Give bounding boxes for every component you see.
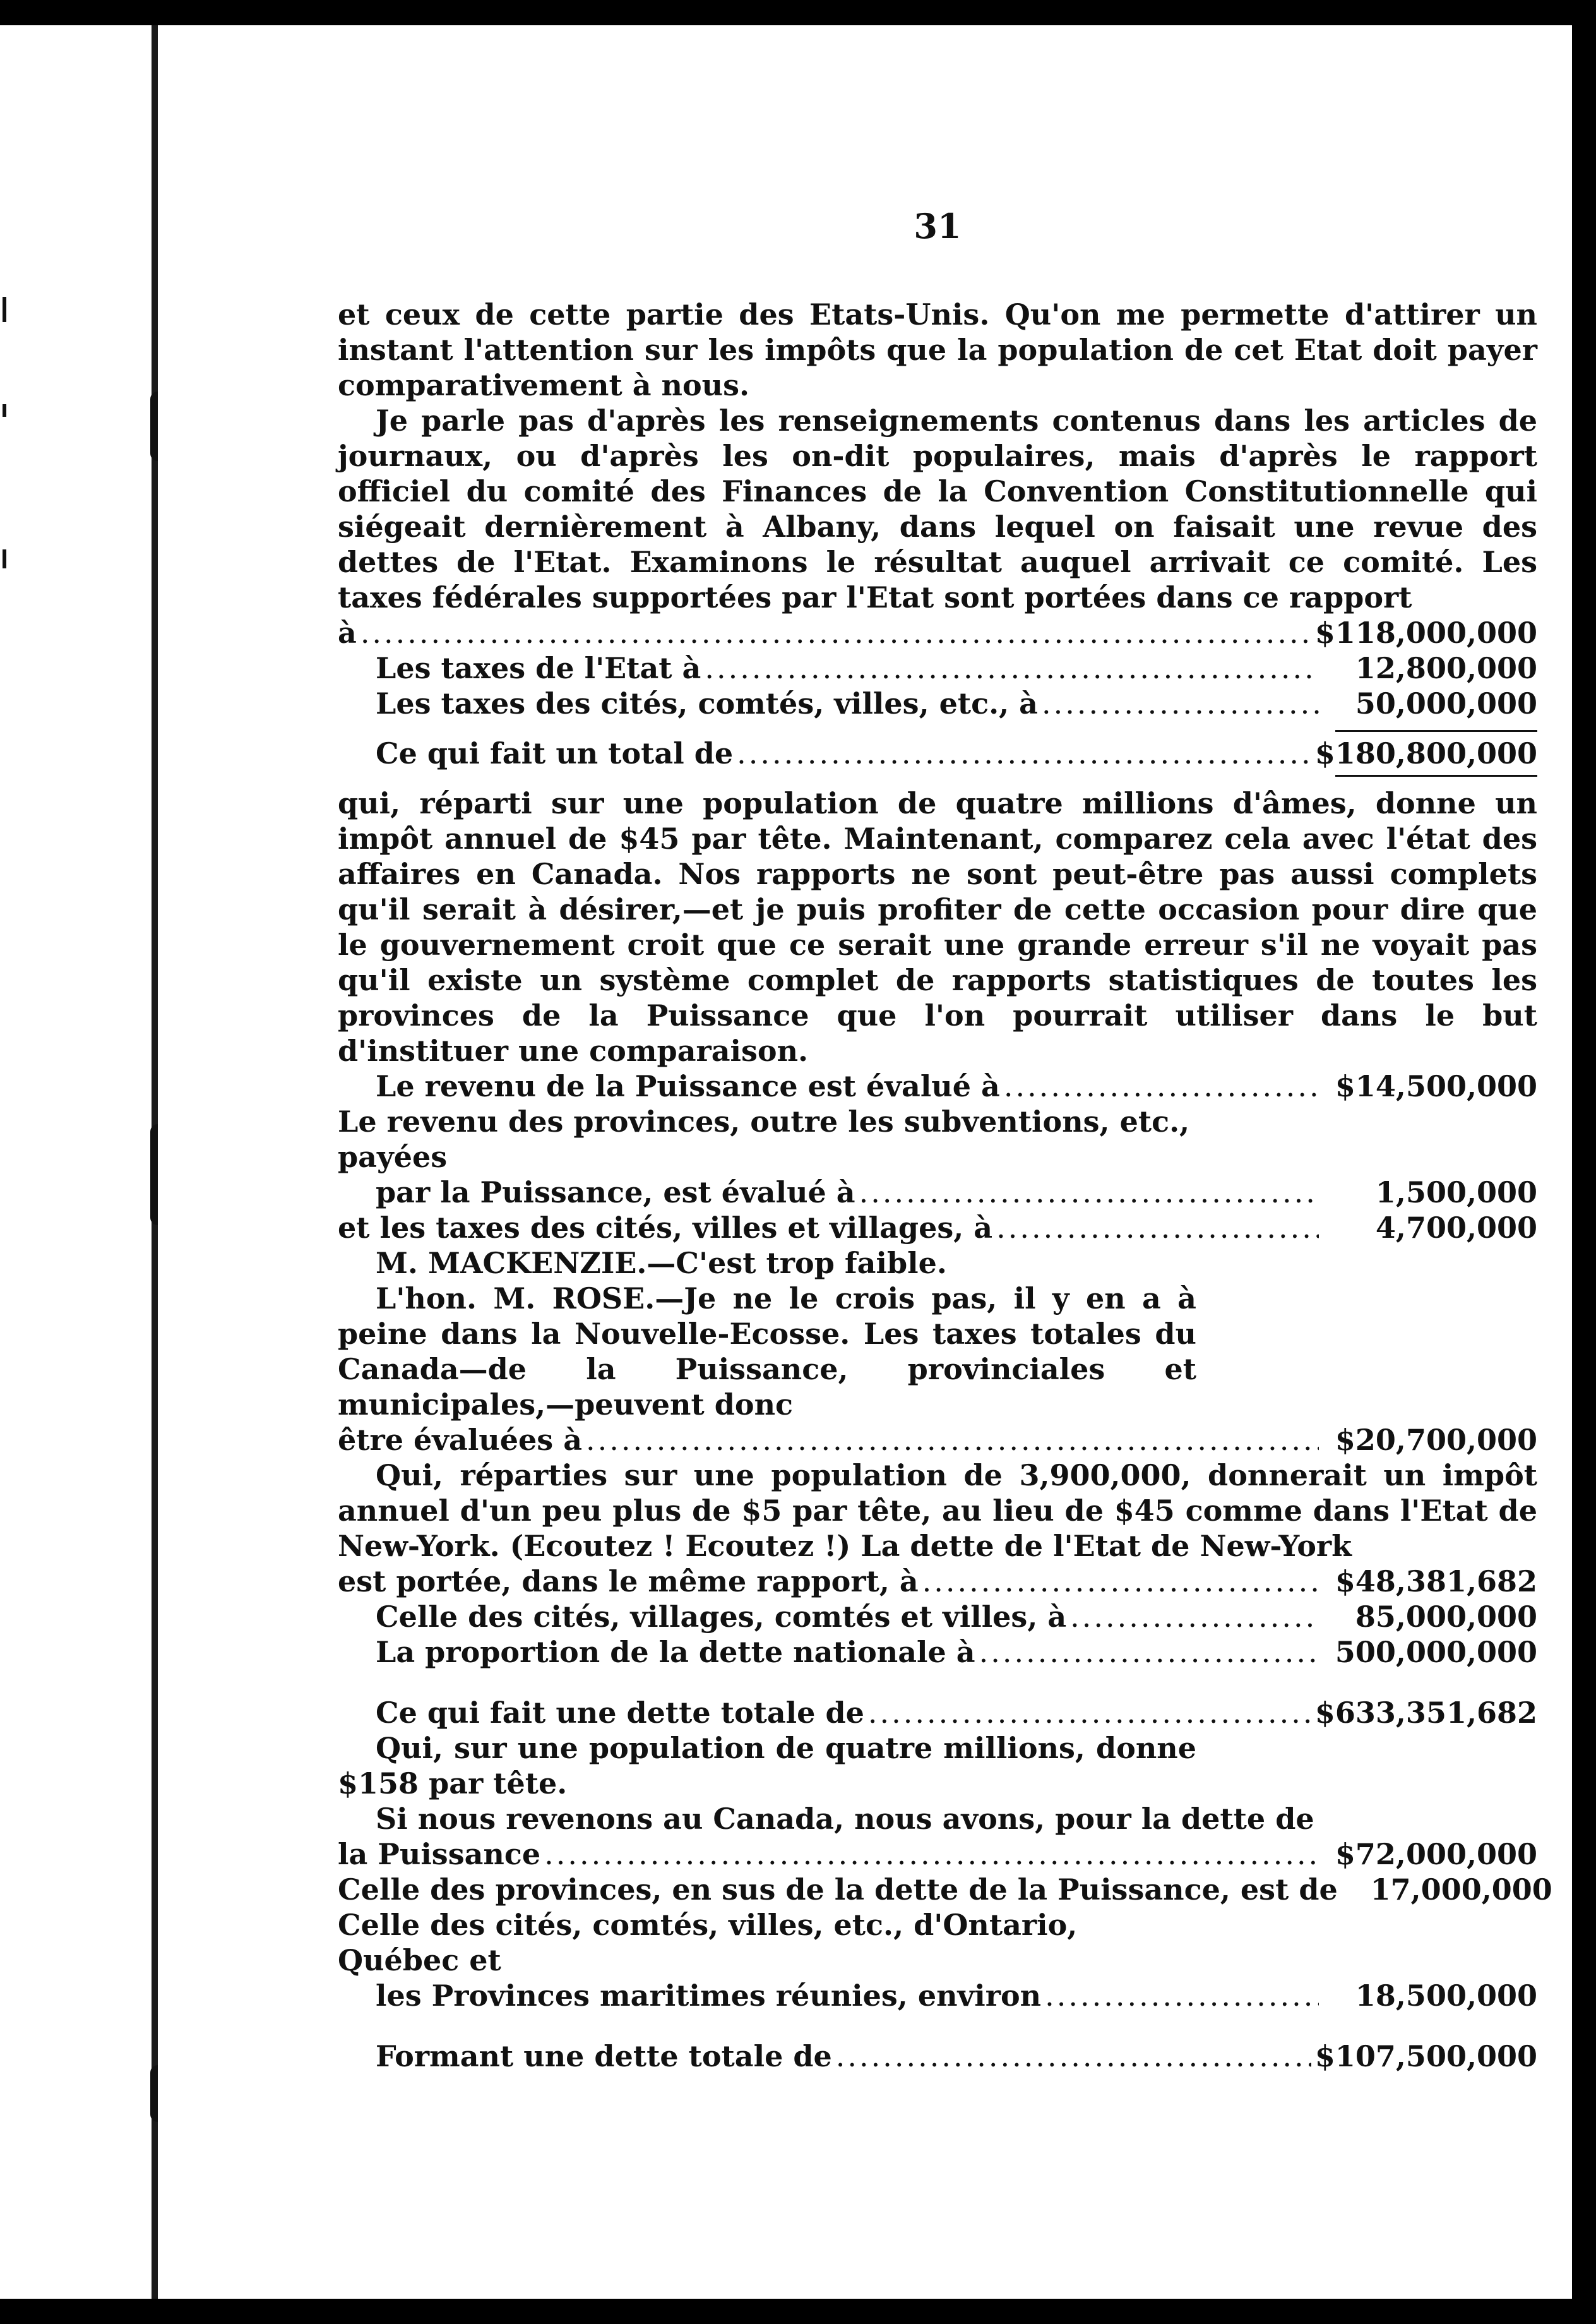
entry-line: Celle des cités, comtés, villes, etc., d'Ontario, Québec et [338,1908,1078,1977]
entry-label: Ce qui fait une dette totale de [376,1696,864,1730]
entry-label: La proportion de la dette nationale à [376,1635,975,1669]
ledger-entry [338,1210,1537,1245]
ledger-entry [338,615,1537,650]
ledger-entry [338,686,1537,721]
entry-label: Formant une dette totale de [376,2039,832,2073]
total-entry [338,2039,1537,2074]
page-number: 31 [914,206,962,246]
entry-amount: $48,381,682 [1335,1564,1537,1598]
document-page [158,25,1572,2299]
entry-amount: 85,000,000 [1355,1600,1537,1634]
ledger-entry [338,1978,1537,2013]
leader-dots [836,2039,1311,2074]
paragraph: Je parle pas d'après les renseignements contenus dans les articles de journaux, ou d'après les on-dit populaires, mais d'après le rapport officiel du comité des Finances de la Convention Constitutionnelle qui siégeait dernièrement à Albany, dans lequel on faisait une revue des dettes de l'Etat. Examinons le résultat auquel arrivait ce comité. Les taxes fédérales supportées par l'Etat sont portées dans ce rapport [338,404,1537,614]
ledger-entry [338,1599,1537,1634]
entry-amount: 18,500,000 [1355,1979,1537,2013]
spacer [338,1670,1537,1695]
ledger-entry [338,1634,1537,1670]
entry-label: Celle des cités, villages, comtés et villes, à [376,1600,1067,1634]
entry-label: les Provinces maritimes réunies, environ [376,1979,1042,2013]
gutter-mark [3,549,6,568]
leader-dots [922,1564,1319,1599]
gutter-mark [3,404,6,417]
total-entry [338,1695,1537,1730]
speaker-line: M. MACKENZIE.—C'est trop faible. [376,1246,947,1280]
entry-amount: 50,000,000 [1355,686,1537,721]
leader-dots [1045,1978,1319,2013]
ledger-entry [338,1872,1552,1907]
gutter-mark [3,297,6,322]
entry-label: par la Puissance, est évalué à [376,1175,855,1209]
leader-dots [1004,1069,1319,1104]
ledger-entry [338,650,1537,686]
entry-label: à [338,616,357,650]
sum-rule [1335,775,1537,777]
entry-amount: 500,000,000 [1335,1635,1537,1669]
paragraph: et ceux de cette partie des Etats-Unis. Qu'on me permette d'attirer un instant l'attention sur les impôts que la population de cet Etat doit payer comparativement à nous. [338,297,1537,402]
entry-amount: $118,000,000 [1314,616,1537,650]
entry-label: Celle des provinces, en sus de la dette de la Puissance, est de [338,1872,1338,1907]
entry-amount: 1,500,000 [1375,1175,1537,1209]
entry-amount: $633,351,682 [1314,1696,1537,1730]
paragraph: Qui, sur une population de quatre millions, donne $158 par tête. [338,1731,1196,1800]
leader-dots [868,1695,1311,1730]
speaker-paragraph: L'hon. M. ROSE.—Je ne le crois pas, il y en a à peine dans la Nouvelle-Ecosse. Les taxes totales du Canada—de la Puissance, provinciales et municipales,—peuvent donc [338,1281,1196,1422]
page-content [338,206,1552,2074]
ledger-entry [338,1564,1537,1599]
leader-dots [586,1422,1319,1458]
leader-dots [705,650,1319,686]
entry-amount: $14,500,000 [1335,1069,1537,1103]
left-page-gutter [0,25,158,2299]
entry-amount: 17,000,000 [1370,1872,1552,1907]
leader-dots [859,1175,1319,1210]
paragraph: Qui, réparties sur une population de 3,900,000, donnerait un impôt annuel d'un peu plus de $5 par tête, au lieu de $45 comme dans l'Etat de New-York. (Ecoutez ! Ecoutez !) La dette de l'Etat de New-York [338,1458,1537,1563]
total-entry [338,736,1537,771]
entry-amount: 4,700,000 [1375,1211,1537,1245]
entry-amount: 12,800,000 [1355,651,1537,685]
entry-label: et les taxes des cités, villes et villages, à [338,1211,993,1245]
leader-dots [1070,1599,1319,1634]
leader-dots [996,1210,1319,1245]
entry-amount: $72,000,000 [1335,1837,1537,1871]
entry-line: Le revenu des provinces, outre les subventions, etc., payées [338,1105,1190,1174]
entry-amount: $107,500,000 [1314,2039,1537,2073]
paragraph: Si nous revenons au Canada, nous avons, pour la dette de [376,1802,1314,1836]
ledger-entry [338,1836,1537,1872]
entry-label: Les taxes de l'Etat à [376,651,701,685]
sum-rule [1335,730,1537,732]
entry-label: la Puissance [338,1837,541,1871]
entry-label: Le revenu de la Puissance est évalué à [376,1069,1000,1103]
ledger-entry [338,1069,1537,1104]
ledger-entry [338,1422,1537,1458]
spacer [338,2013,1537,2039]
entry-label: Les taxes des cités, comtés, villes, etc., à [376,686,1038,721]
leader-dots [1042,686,1319,721]
ledger-entry [338,1175,1537,1210]
leader-dots [544,1836,1319,1872]
entry-amount: $180,800,000 [1314,736,1537,770]
leader-dots [979,1634,1319,1670]
entry-label: être évaluées à [338,1423,583,1457]
entry-label: Ce qui fait un total de [376,736,734,770]
paragraph: qui, réparti sur une population de quatre millions d'âmes, donne un impôt annuel de $45 par tête. Maintenant, comparez cela avec l'état des affaires en Canada. Nos rapports ne sont peut-être pas aussi complets qu'il serait à désirer,—et je puis profiter de cette occasion pour dire que le gouvernement croit que ce serait une grande erreur s'il ne voyait pas qu'il existe un système complet de rapports statistiques de toutes les provinces de la Puissance que l'on pourrait utiliser dans le but d'instituer une comparaison. [338,786,1537,1068]
entry-amount: $20,700,000 [1335,1423,1537,1457]
leader-dots [737,736,1311,771]
leader-dots [360,615,1311,650]
entry-label: est portée, dans le même rapport, à [338,1564,919,1598]
